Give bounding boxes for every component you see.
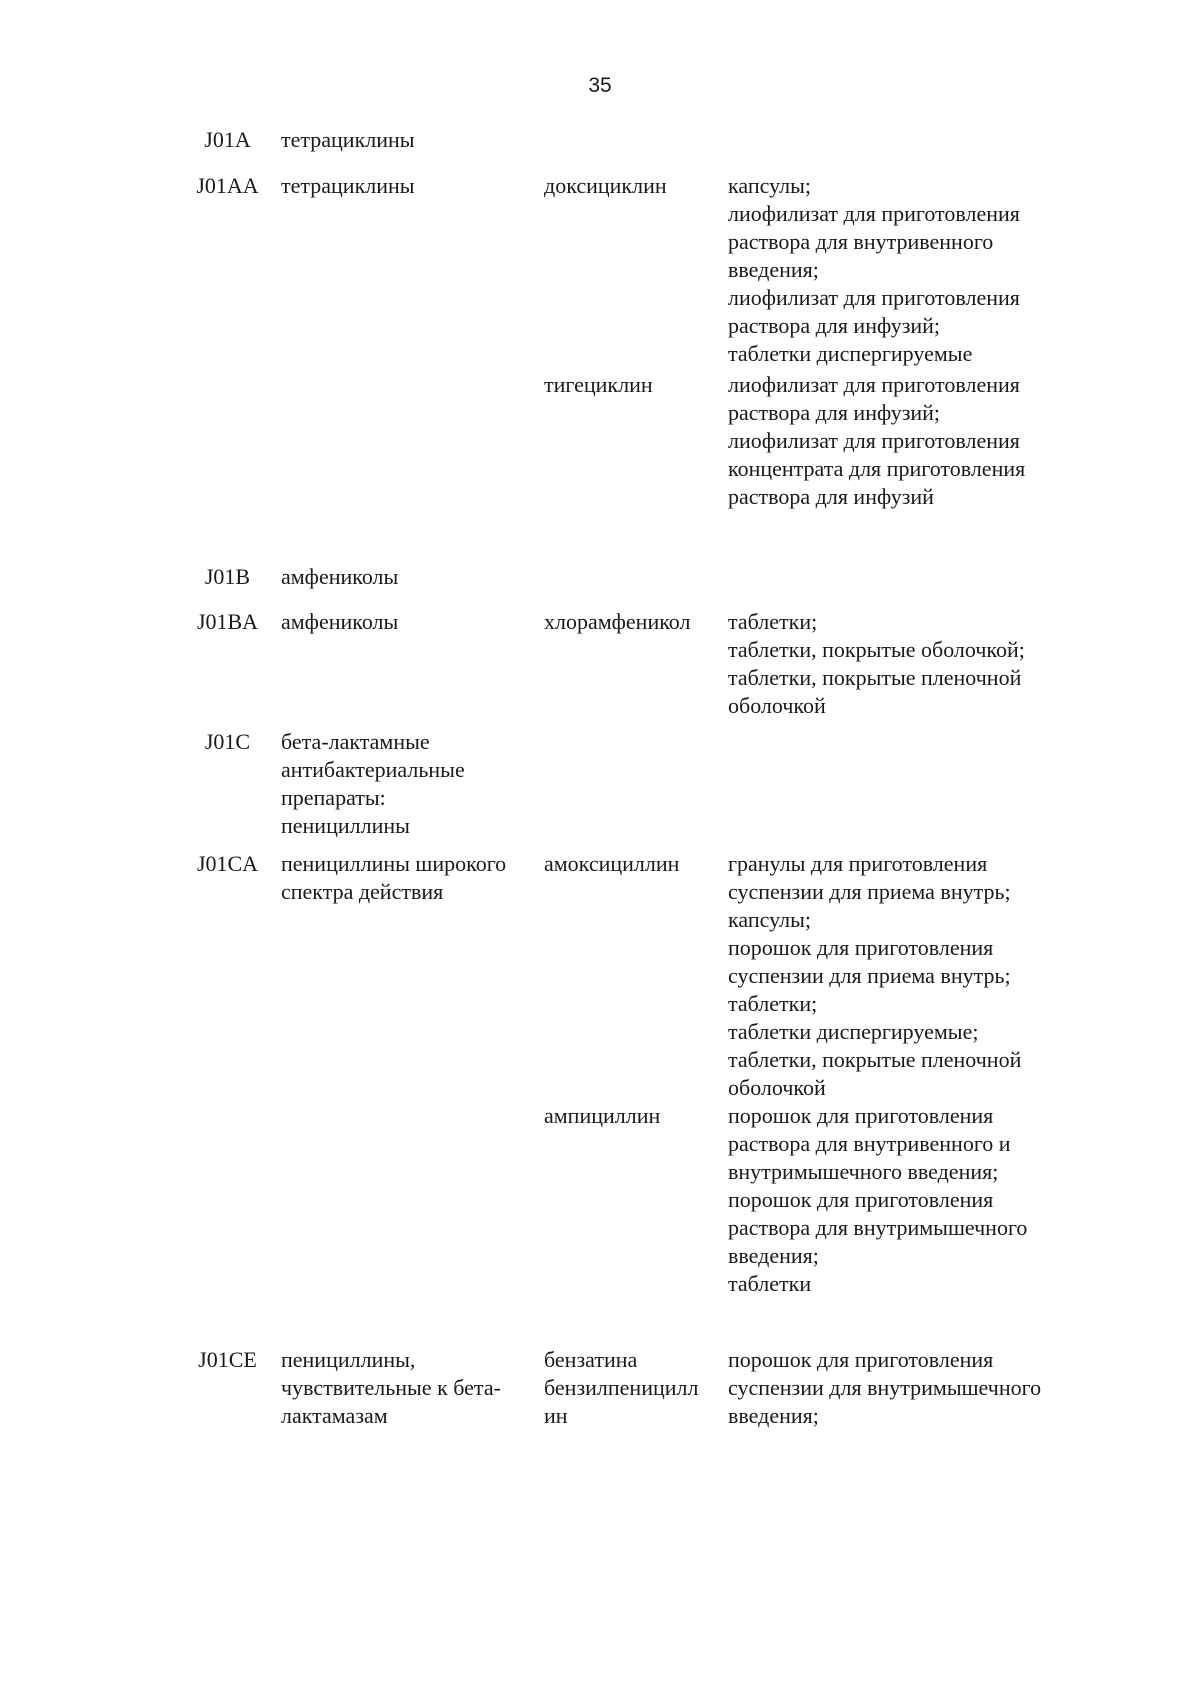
dosage-forms-line: раствора для внутримышечного	[728, 1215, 1028, 1240]
atc-code: J01C	[204, 729, 251, 754]
dosage-forms-line: суспензии для приема внутрь;	[728, 879, 1011, 904]
dosage-forms-line: порошок для приготовления	[728, 1347, 994, 1372]
page-number: 35	[588, 74, 612, 97]
atc-code: J01CA	[196, 851, 259, 876]
dosage-forms-line: лиофилизат для приготовления	[728, 201, 1020, 226]
drug-name-line: бензилпеницилл	[544, 1375, 699, 1400]
dosage-forms-line: концентрата для приготовления	[728, 456, 1026, 481]
dosage-forms-line: таблетки, покрытые оболочкой;	[728, 637, 1025, 662]
atc-code: J01CE	[198, 1347, 257, 1372]
dosage-forms-line: таблетки;	[728, 991, 818, 1016]
dosage-forms	[728, 172, 1088, 368]
dosage-forms-line: раствора для внутривенного	[728, 229, 994, 254]
dosage-forms-line: таблетки диспергируемые;	[728, 1019, 979, 1044]
dosage-forms	[728, 1102, 1088, 1298]
anatomical-group	[281, 126, 546, 154]
dosage-forms	[728, 608, 1088, 720]
anatomical-group-line: амфениколы	[281, 564, 399, 589]
drug-name	[544, 172, 724, 200]
anatomical-group-line: пенициллины широкого	[281, 851, 507, 876]
dosage-forms-line: таблетки диспергируемые	[728, 341, 973, 366]
dosage-forms-line: суспензии для приема внутрь;	[728, 963, 1011, 988]
drug-name	[544, 1346, 724, 1430]
dosage-forms-line: лиофилизат для приготовления	[728, 285, 1020, 310]
dosage-forms-line: таблетки, покрытые пленочной	[728, 1047, 1022, 1072]
drug-name	[544, 371, 724, 399]
drug-name-line: амоксициллин	[544, 851, 680, 876]
dosage-forms-line: раствора для внутривенного и	[728, 1131, 1011, 1156]
anatomical-group	[281, 563, 546, 591]
dosage-forms-line: раствора для инфузий;	[728, 400, 941, 425]
dosage-forms-line: внутримышечного введения;	[728, 1159, 999, 1184]
drug-name	[544, 608, 724, 636]
drug-name-line: ин	[544, 1403, 568, 1428]
anatomical-group	[281, 850, 546, 906]
dosage-forms-line: капсулы;	[728, 173, 811, 198]
dosage-forms-line: порошок для приготовления	[728, 1187, 994, 1212]
anatomical-group-line: антибактериальные	[281, 757, 465, 782]
anatomical-group	[281, 1346, 546, 1430]
dosage-forms-line: порошок для приготовления	[728, 935, 994, 960]
anatomical-group-line: препараты:	[281, 785, 386, 810]
dosage-forms-line: лиофилизат для приготовления	[728, 428, 1020, 453]
dosage-forms-line: введения;	[728, 257, 819, 282]
dosage-forms-line: таблетки, покрытые пленочной	[728, 665, 1022, 690]
atc-code: J01AA	[196, 173, 259, 198]
dosage-forms-line: оболочкой	[728, 1075, 826, 1100]
atc-code: J01A	[204, 127, 251, 152]
anatomical-group-line: чувствительные к бета-	[281, 1375, 501, 1400]
atc-code: J01BA	[196, 609, 259, 634]
anatomical-group-line: амфениколы	[281, 609, 399, 634]
dosage-forms-line: оболочкой	[728, 693, 826, 718]
drug-name-line: бензатина	[544, 1347, 638, 1372]
drug-name	[544, 850, 724, 878]
dosage-forms-line: капсулы;	[728, 907, 811, 932]
dosage-forms-line: раствора для инфузий	[728, 484, 934, 509]
anatomical-group-line: бета-лактамные	[281, 729, 430, 754]
anatomical-group-line: спектра действия	[281, 879, 444, 904]
drug-name-line: доксициклин	[544, 173, 667, 198]
dosage-forms-line: раствора для инфузий;	[728, 313, 941, 338]
anatomical-group-line: тетрациклины	[281, 173, 415, 198]
drug-name-line: ампициллин	[544, 1103, 661, 1128]
dosage-forms	[728, 850, 1088, 1102]
anatomical-group-line: пенициллины,	[281, 1347, 416, 1372]
dosage-forms-line: лиофилизат для приготовления	[728, 372, 1020, 397]
dosage-forms	[728, 371, 1088, 511]
drug-name	[544, 1102, 724, 1130]
anatomical-group-line: пенициллины	[281, 813, 410, 838]
dosage-forms-line: введения;	[728, 1403, 819, 1428]
dosage-forms-line: суспензии для внутримышечного	[728, 1375, 1042, 1400]
dosage-forms-line: введения;	[728, 1243, 819, 1268]
drug-name-line: тигециклин	[544, 372, 653, 397]
anatomical-group-line: тетрациклины	[281, 127, 415, 152]
dosage-forms-line: таблетки	[728, 1271, 812, 1296]
anatomical-group	[281, 172, 546, 200]
atc-code: J01B	[204, 564, 251, 589]
anatomical-group-line: лактамазам	[281, 1403, 388, 1428]
anatomical-group	[281, 608, 546, 636]
anatomical-group	[281, 728, 546, 840]
drug-name-line: хлорамфеникол	[544, 609, 691, 634]
dosage-forms	[728, 1346, 1088, 1430]
dosage-forms-line: таблетки;	[728, 609, 818, 634]
dosage-forms-line: гранулы для приготовления	[728, 851, 988, 876]
dosage-forms-line: порошок для приготовления	[728, 1103, 994, 1128]
